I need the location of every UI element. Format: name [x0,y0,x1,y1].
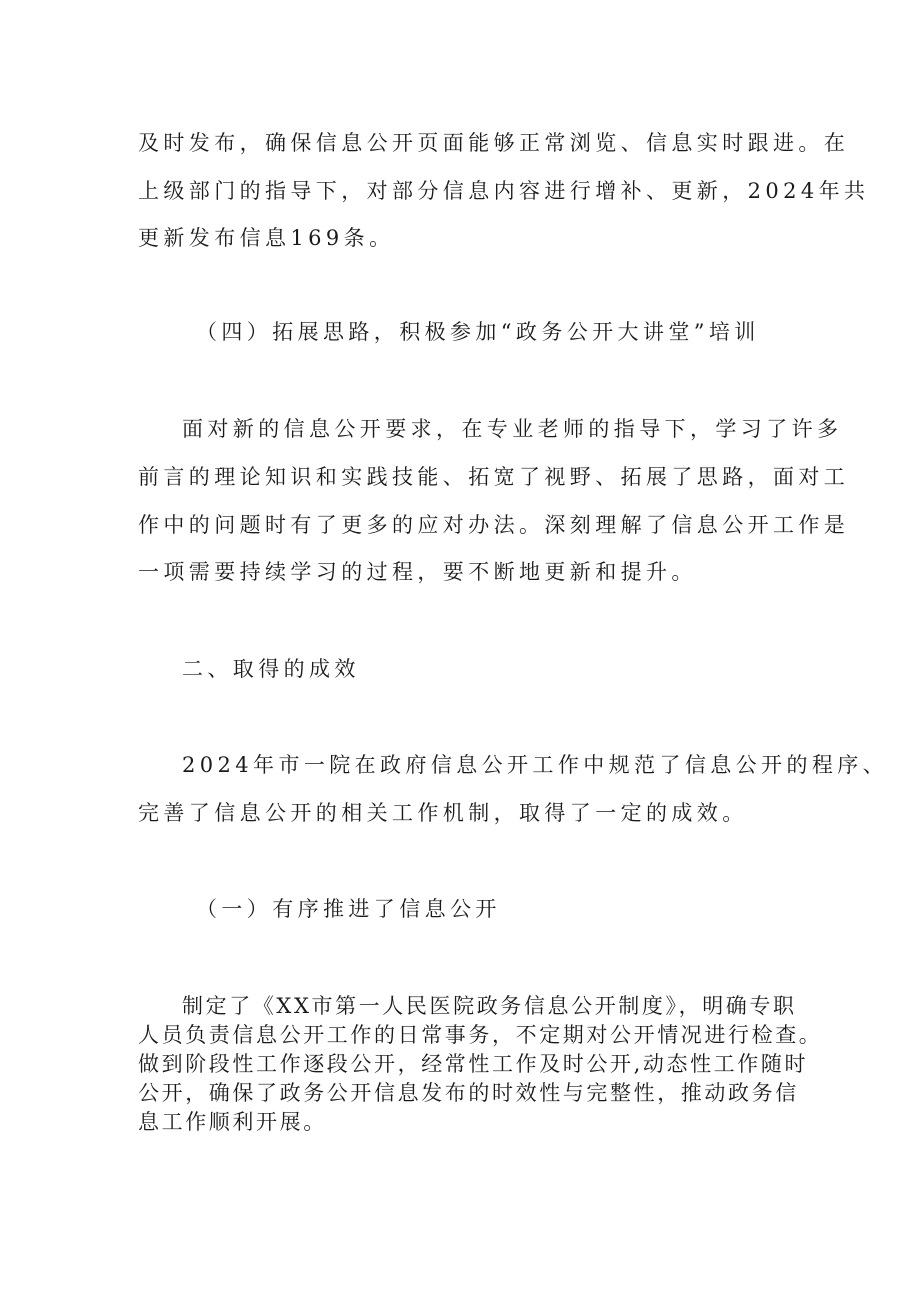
text-line: 面对新的信息公开要求，在专业老师的指导下，学习了许多 [182,417,843,441]
text-line: 上级部门的指导下，对部分信息内容进行增补、更新，2024年共 [138,179,870,203]
text-line: 2024年市一院在政府信息公开工作中规范了信息公开的程序、 [182,753,889,777]
text-line: 作中的问题时有了更多的应对办法。深刻理解了信息公开工作是 [138,513,850,537]
text-line: 人员负责信息公开工作的日常事务，不定期对公开情况进行检查。 [138,1023,823,1047]
text-line: 前言的理论知识和实践技能、拓宽了视野、拓展了思路，面对工 [138,465,850,489]
text-line: 做到阶段性工作逐段公开，经常性工作及时公开,动态性工作随时 [138,1052,809,1076]
text-line: 一项需要持续学习的过程，要不断地更新和提升。 [138,560,697,584]
text-line: 息工作顺利开展。 [138,1110,327,1134]
text-line: 及时发布，确保信息公开页面能够正常浏览、信息实时跟进。在 [138,131,850,155]
section-heading: （四）拓展思路，积极参加“政务公开大讲堂”培训 [196,320,760,344]
text-line: 公开，确保了政务公开信息发布的时效性与完整性，推动政务信 [138,1081,799,1105]
text-line: 更新发布信息169条。 [138,226,395,250]
text-line: 完善了信息公开的相关工作机制，取得了一定的成效。 [138,801,748,825]
text-line: 制定了《XX市第一人民医院政务信息公开制度》，明确专职 [182,994,797,1018]
subsection-heading: （一）有序推进了信息公开 [196,897,501,921]
part-heading: 二、取得的成效 [182,657,360,681]
